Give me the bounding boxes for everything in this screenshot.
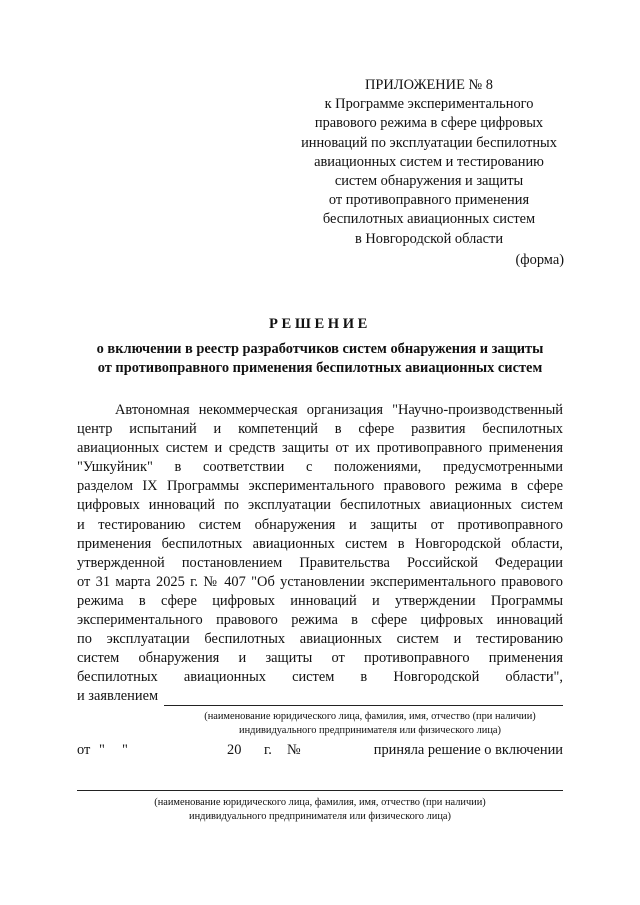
applicant-fill-line[interactable] <box>164 691 563 706</box>
caption-line: индивидуального предпринимателя или физического лица) <box>239 724 501 736</box>
appendix-line: беспилотных авиационных систем <box>322 211 536 228</box>
body-line: "Ушкуйник" в соответствии с положениями, предусмотренными <box>77 459 563 476</box>
body-line: Автономная некоммерческая организация "Научно-производственный <box>115 402 563 418</box>
appendix-block <box>300 76 558 249</box>
body-line: беспилотных авиационных систем в Новгородской области", <box>77 669 563 686</box>
appendix-line: систем обнаружения и защиты <box>334 173 524 190</box>
appendix-line: в Новгородской области <box>354 230 504 247</box>
document-heading: РЕШЕНИЕ <box>268 316 372 332</box>
document-subheading <box>70 340 570 378</box>
body-line: систем обнаружения и защиты от противоправного применения <box>77 650 563 667</box>
body-line: цифровых инноваций по эксплуатации беспилотных авиационных систем <box>77 497 563 514</box>
body-line: экспериментального правового режима в сфере цифровых инноваций <box>77 612 563 629</box>
date-year: 20 <box>227 742 242 758</box>
body-line: авиационных систем и средств защиты от их противоправного применения <box>77 440 563 457</box>
applicant-caption <box>180 710 560 737</box>
appendix-line: к Программе экспериментального <box>324 96 534 113</box>
body-line: разделом IX Программы экспериментального правового режима в сфере <box>77 478 563 495</box>
date-line <box>77 740 563 760</box>
date-quote-open: " <box>99 742 105 758</box>
body-line: и тестированию систем обнаружения и защиты от противоправного <box>77 516 563 533</box>
subheading-line: о включении в реестр разработчиков систем обнаружения и защиты <box>96 341 544 357</box>
organization-caption <box>77 796 563 823</box>
appendix-line: от противоправного применения <box>328 192 530 209</box>
number-sign: № <box>287 742 301 758</box>
caption-line: индивидуального предпринимателя или физического лица) <box>189 810 451 822</box>
caption-line: (наименование юридического лица, фамилия, имя, отчество (при наличии) <box>154 797 486 808</box>
body-line: по эксплуатации беспилотных авиационных систем и тестированию <box>77 631 563 648</box>
body-line: центр испытаний и компетенций в сфере развития беспилотных <box>77 421 563 438</box>
body-line: утвержденной постановлением Правительства Российской Федерации <box>77 554 563 571</box>
body-line: режима в сфере цифровых инноваций и утверждении Программы <box>77 592 563 609</box>
appendix-line: инноваций по эксплуатации беспилотных <box>301 134 557 151</box>
body-paragraph <box>77 401 563 687</box>
appendix-title: ПРИЛОЖЕНИЕ № 8 <box>365 77 493 93</box>
applicant-line <box>77 687 563 706</box>
date-quote-close: " <box>122 742 128 758</box>
organization-fill-line[interactable] <box>77 790 563 791</box>
form-label: (форма) <box>515 252 564 268</box>
body-line: применения беспилотных авиационных систем в Новгородской области, <box>77 535 563 552</box>
appendix-line: авиационных систем и тестированию <box>314 153 544 170</box>
applicant-label: и заявлением <box>77 688 159 704</box>
date-from-label: от <box>77 742 91 758</box>
subheading-line: от противоправного применения беспилотных авиационных систем <box>97 360 543 376</box>
date-year-suffix: г. <box>264 742 272 758</box>
decision-text: приняла решение о включении <box>373 742 563 758</box>
appendix-line: правового режима в сфере цифровых <box>314 115 544 132</box>
caption-line: (наименование юридического лица, фамилия, имя, отчество (при наличии) <box>204 711 536 722</box>
body-line: от 31 марта 2025 г. № 407 "Об установлении экспериментального правового <box>77 573 563 590</box>
